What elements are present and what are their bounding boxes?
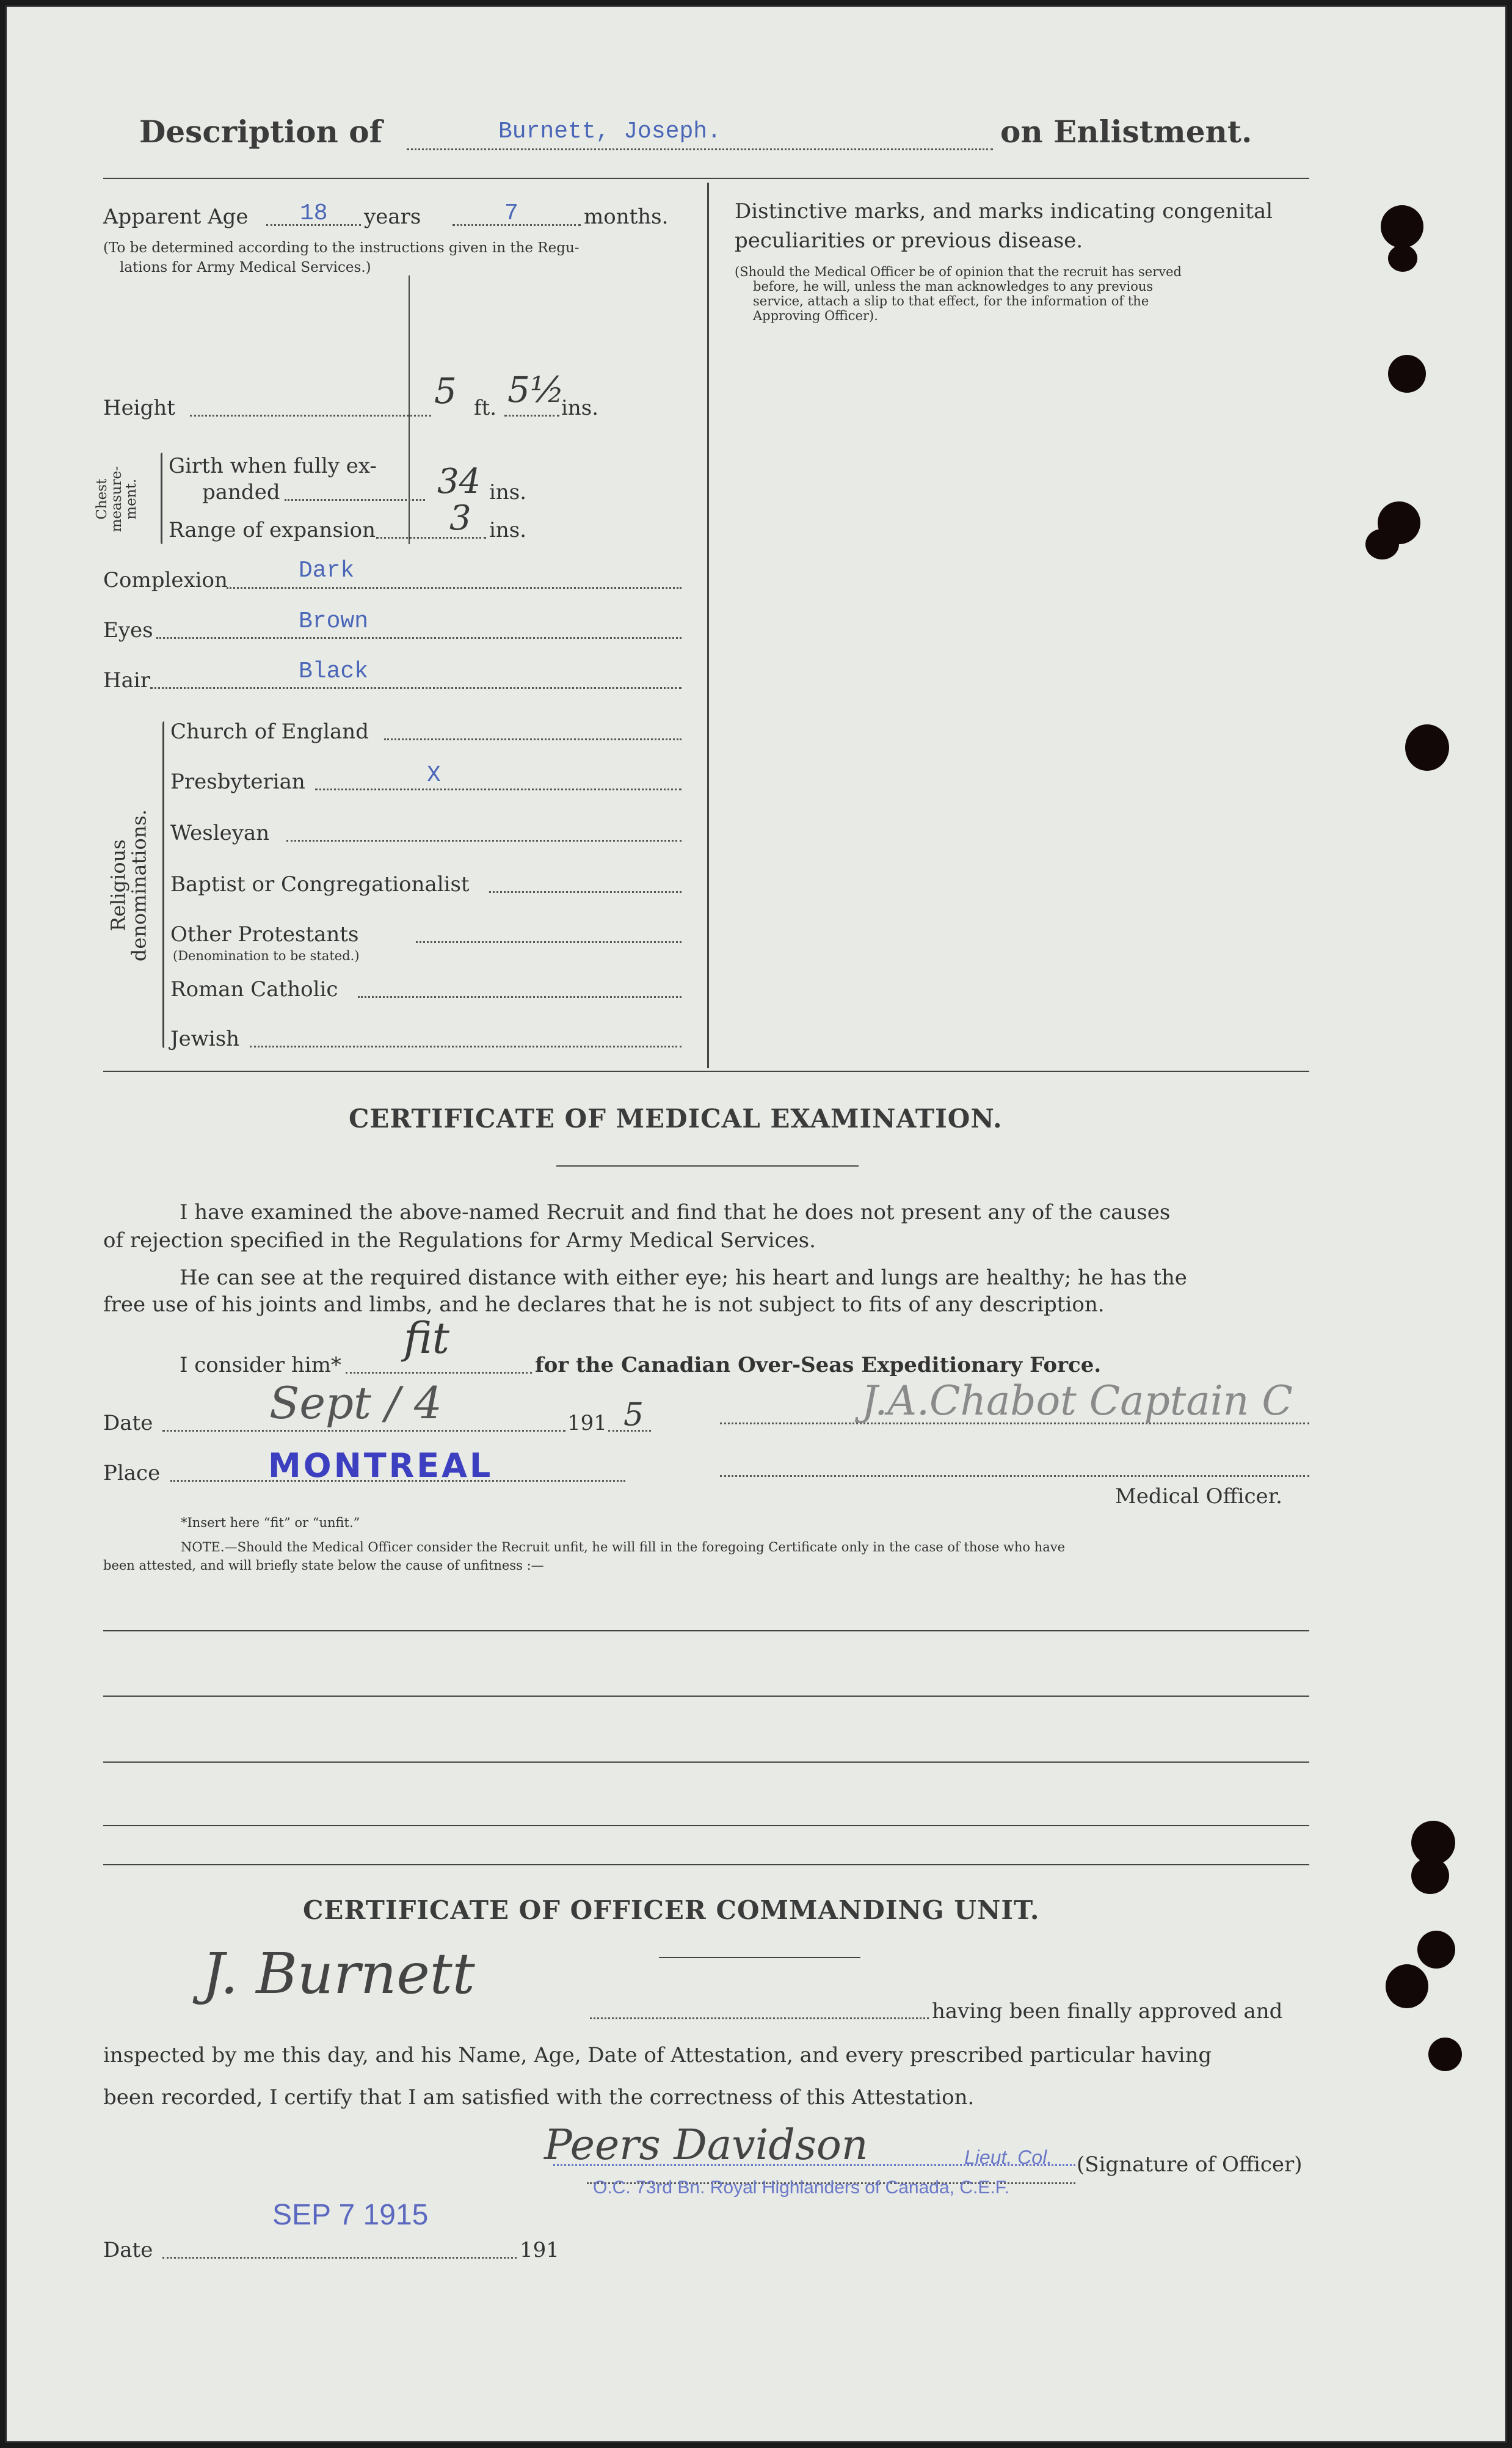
marks-note-2: before, he will, unless the man acknowledges to any previous — [753, 279, 1154, 294]
place-stamp: MONTREAL — [268, 1446, 493, 1485]
religion-leader — [250, 1046, 681, 1047]
date-stamp: SEP 7 1915 — [272, 2199, 429, 2231]
binder-hole — [1386, 1964, 1428, 2008]
religion-label-line: Religious — [106, 839, 130, 931]
range-ins-label: ins. — [489, 518, 527, 542]
approval-text: having been finally approved and — [932, 1999, 1283, 2024]
binder-hole — [1417, 1931, 1455, 1969]
chest-label-line: Chest — [93, 478, 110, 520]
years-label: years — [364, 205, 421, 229]
section-rule — [103, 1071, 1309, 1072]
title-rule — [659, 1957, 860, 1958]
fitness-value: fit — [404, 1313, 449, 1363]
header-prefix: Description of — [139, 114, 383, 150]
eyes-value: Brown — [299, 608, 369, 635]
range-label: Range of expansion — [169, 518, 376, 542]
unfitness-line[interactable] — [103, 1630, 1309, 1631]
medical-date-label: Date — [103, 1411, 153, 1435]
eyes-label: Eyes — [103, 618, 153, 643]
ft-label: ft. — [474, 396, 497, 420]
recruit-signature: J. Burnett — [202, 1941, 475, 2006]
age-months-value: 7 — [504, 200, 518, 227]
unfit-note-cont: been attested, and will briefly state below the cause of unfitness :— — [103, 1558, 544, 1573]
marks-heading-cont: peculiarities or previous disease. — [735, 228, 1083, 253]
medical-para1: I have examined the above-named Recruit and find that he does not present any of the causes — [180, 1200, 1171, 1225]
complexion-value: Dark — [299, 558, 355, 584]
religion-label-line: denominations. — [127, 809, 150, 962]
binder-hole — [1405, 724, 1449, 771]
complexion-leader — [227, 587, 681, 589]
girth-ins-label: ins. — [489, 480, 527, 505]
medical-officer-label: Medical Officer. — [1115, 1484, 1282, 1509]
months-label: months. — [584, 205, 669, 229]
chest-brace — [161, 453, 162, 544]
unfitness-line[interactable] — [103, 1761, 1309, 1763]
religion-brace — [162, 721, 164, 1048]
year-prefix: 191 — [567, 1411, 607, 1435]
medical-certificate-title: CERTIFICATE OF MEDICAL EXAMINATION. — [349, 1104, 1003, 1134]
religion-leader — [489, 891, 681, 893]
unit-stamp: O.C. 73rd Bn. Royal Highlanders of Canada, C.E.F. — [593, 2177, 1010, 2198]
marks-note-3: service, attach a slip to that effect, for the information of the — [753, 294, 1149, 308]
name-leader — [407, 148, 993, 150]
consider-label: I consider him* — [180, 1353, 341, 1377]
girth-label-cont: panded — [202, 480, 280, 505]
religion-roman-catholic: Roman Catholic — [170, 977, 338, 1002]
header-rule — [103, 178, 1309, 179]
height-inches-value: 5½ — [507, 369, 565, 410]
medical-para2-cont: free use of his joints and limbs, and he declares that he is not subject to fits of any description. — [103, 1292, 1105, 1317]
insert-note: *Insert here “fit” or “unfit.” — [181, 1515, 360, 1530]
binder-hole — [1411, 1857, 1449, 1894]
unfitness-line[interactable] — [103, 1696, 1309, 1697]
age-years-value: 18 — [300, 200, 328, 227]
commanding-date-leader — [162, 2257, 517, 2259]
medical-officer-signature: J.A.Chabot Captain C — [862, 1377, 1293, 1424]
approval-text-3: been recorded, I certify that I am satisfied with the correctness of this Attestation. — [103, 2085, 975, 2110]
binder-hole — [1388, 245, 1417, 272]
binder-hole — [1388, 355, 1426, 393]
unfit-note: NOTE.—Should the Medical Officer consider the Recruit unfit, he will fill in the foregoing Certificate only in the case of those who have — [181, 1540, 1066, 1554]
place-label: Place — [103, 1461, 161, 1485]
column-divider — [707, 183, 709, 1068]
height-feet-value: 5 — [434, 370, 457, 412]
religion-wesleyan: Wesleyan — [170, 821, 270, 845]
girth-value: 34 — [437, 462, 481, 501]
header-suffix: on Enlistment. — [1000, 114, 1252, 150]
religious-denominations-label — [108, 794, 149, 977]
religion-baptist: Baptist or Congregationalist — [170, 872, 470, 897]
chest-label-line: ment. — [123, 478, 140, 520]
religion-church-of-england: Church of England — [170, 719, 369, 744]
medical-para2: He can see at the required distance with either eye; his heart and lungs are healthy; he has the — [180, 1266, 1187, 1290]
chest-measurement-label — [95, 462, 139, 536]
girth-leader — [285, 499, 425, 501]
binder-hole — [1365, 529, 1399, 559]
title-rule — [556, 1165, 859, 1167]
religion-presbyterian-mark: X — [427, 762, 441, 789]
recruit-signature-line — [590, 2017, 929, 2019]
hair-label: Hair — [103, 668, 151, 693]
complexion-label: Complexion — [103, 568, 228, 592]
marks-heading: Distinctive marks, and marks indicating congenital — [735, 199, 1273, 224]
commanding-year-prefix: 191 — [520, 2238, 559, 2262]
binder-hole — [1428, 2038, 1462, 2071]
eyes-leader — [156, 637, 681, 639]
commanding-date-label: Date — [103, 2238, 153, 2262]
recruit-name: Burnett, Joseph. — [498, 118, 721, 145]
height-label: Height — [103, 396, 175, 420]
medical-officer-line — [720, 1475, 1309, 1477]
date-leader — [162, 1430, 565, 1432]
commanding-officer-signature: Peers Davidson — [544, 2121, 868, 2169]
age-note: (To be determined according to the instructions given in the Regu- — [103, 240, 580, 256]
inner-divider — [409, 275, 410, 544]
inches-leader — [504, 415, 559, 417]
unfitness-line[interactable] — [103, 1825, 1309, 1826]
marks-note: (Should the Medical Officer be of opinion that the recruit has served — [735, 264, 1182, 279]
religion-presbyterian: Presbyterian — [170, 770, 305, 794]
medical-date-value: Sept / 4 — [269, 1377, 442, 1429]
age-note-cont: lations for Army Medical Services.) — [120, 260, 371, 275]
signature-of-officer-label: (Signature of Officer) — [1077, 2152, 1303, 2177]
religion-leader — [315, 789, 681, 790]
marks-note-4: Approving Officer). — [753, 308, 878, 323]
religion-leader — [384, 738, 681, 740]
religion-leader — [286, 840, 681, 842]
religion-other-protestants: Other Protestants — [170, 922, 359, 947]
religion-jewish: Jewish — [170, 1027, 240, 1051]
commanding-certificate-title: CERTIFICATE OF OFFICER COMMANDING UNIT. — [303, 1895, 1040, 1925]
binder-hole — [1381, 205, 1423, 248]
hair-leader — [150, 687, 681, 689]
approval-text-2: inspected by me this day, and his Name, Age, Date of Attestation, and every prescribed particular having — [103, 2043, 1212, 2067]
fit-leader — [346, 1372, 532, 1374]
denomination-note: (Denomination to be stated.) — [173, 949, 360, 963]
range-value: 3 — [449, 498, 471, 538]
section-rule — [103, 1864, 1309, 1865]
ins-label: ins. — [561, 396, 599, 420]
year-value: 5 — [623, 1397, 644, 1433]
chest-label-line: measure- — [108, 466, 125, 533]
religion-leader — [358, 996, 681, 998]
religion-leader — [416, 941, 681, 943]
medical-para1-cont: of rejection specified in the Regulations for Army Medical Services. — [103, 1228, 816, 1253]
height-leader — [190, 415, 431, 417]
attestation-paper-back — [5, 5, 1507, 2443]
age-label: Apparent Age — [103, 205, 249, 229]
hair-value: Black — [299, 658, 369, 685]
rank-stamp: Lieut. Col. — [964, 2146, 1053, 2168]
force-label: for the Canadian Over-Seas Expeditionary Force. — [535, 1353, 1102, 1377]
girth-label: Girth when fully ex- — [169, 454, 377, 478]
